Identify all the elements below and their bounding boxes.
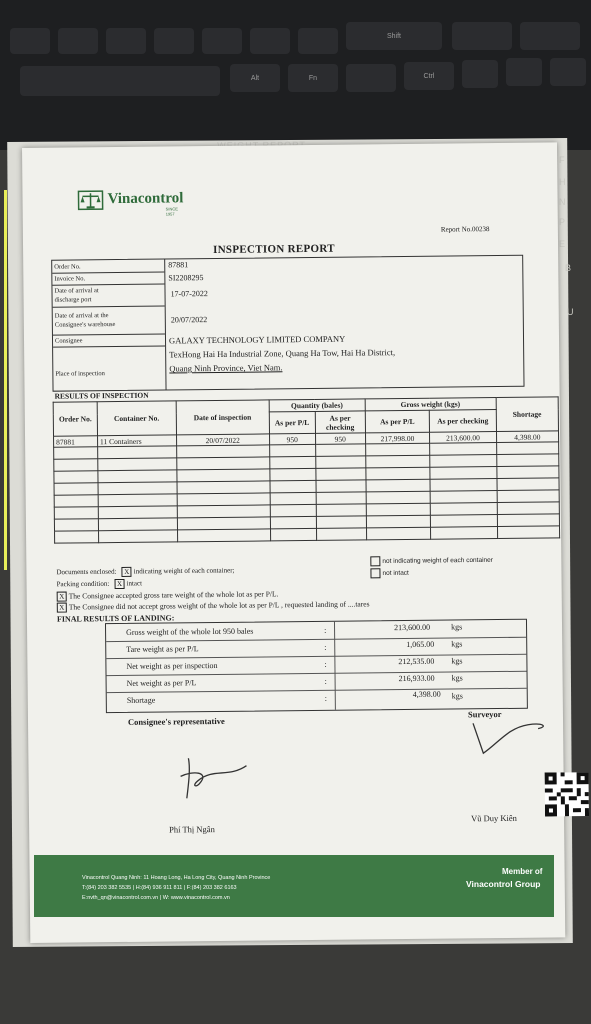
company-name: Vinacontrol — [107, 190, 184, 208]
accepted-text: The Consignee accepted gross tare weight of the whole lot as per P/L. — [68, 589, 279, 601]
footer-address — [82, 875, 270, 881]
place-line-1: TexHong Hai Ha Industrial Zone, Quang Ha Tow, Hai Ha District, — [169, 347, 396, 360]
keyboard-key — [154, 28, 194, 54]
footer-member-of: Member of — [502, 867, 543, 876]
final-net-inspection-label: Net weight as per inspection — [126, 660, 218, 671]
colon: : — [324, 676, 327, 686]
cell-container: 11 Containers — [97, 435, 176, 447]
checkbox-not-intact — [370, 568, 380, 578]
not-intact-row — [370, 568, 408, 578]
arrow-down-key — [506, 58, 542, 86]
footer-email: E:nvth_qn@vinacontrol.com.vn | W: www.vinacontrol.com.vn — [82, 895, 230, 901]
arrival-port-label-2: discharge port — [54, 296, 92, 304]
company-footer — [34, 855, 554, 917]
checkbox-not-indicating — [370, 556, 380, 566]
cell-qty-pl: 950 — [269, 433, 315, 444]
side-letter: E — [559, 239, 566, 249]
report-number: Report No.00238 — [440, 225, 490, 234]
consignee-value: GALAXY TECHNOLOGY LIMITED COMPANY — [168, 333, 346, 346]
invoice-value: SI2208295 — [168, 273, 204, 283]
checkbox-accepted: X — [57, 592, 67, 602]
final-results-title: FINAL RESULTS OF LANDING: — [56, 613, 175, 624]
option-not-indicating: not indicating weight of each container — [382, 556, 493, 565]
keyboard-background — [0, 0, 591, 150]
side-letter: H — [559, 177, 566, 187]
info-box — [51, 255, 524, 392]
shift-key-label: Shift — [386, 32, 401, 40]
final-net-inspection-value: 212,535.00 — [398, 656, 435, 667]
keyboard-key — [520, 22, 580, 50]
invoice-label: Invoice No. — [54, 275, 86, 283]
col-gross-pl-header: As per P/L — [365, 410, 430, 433]
not-accepted-row — [57, 599, 370, 613]
option-not-intact: not intact — [382, 569, 409, 577]
cell-gross-check: 213,600.00 — [430, 432, 497, 444]
side-letter: U — [567, 307, 574, 317]
colon: : — [324, 693, 328, 703]
results-table — [53, 396, 560, 543]
side-letter: P — [559, 217, 566, 227]
consignee-signature-icon — [168, 748, 259, 809]
footer-address-text: Vinacontrol Quang Ninh: 11 Hoang Long, Ha Long City, Quang Ninh Province — [82, 875, 271, 881]
packing-label: Packing condition: — [56, 579, 110, 589]
col-gross-check-header: As per checking — [429, 410, 496, 433]
qr-code-icon — [545, 772, 589, 816]
option-intact: intact — [126, 579, 143, 588]
arrival-port-label: Date of arrival at — [54, 287, 99, 295]
not-indicating-row — [370, 555, 493, 566]
footer-phone: T:(84) 203 382 5535 | H:(84) 936 911 811 | F:(84) 203 382 6163 — [82, 885, 237, 891]
footer-group-name: Vinacontrol Group — [466, 879, 541, 889]
not-accepted-text: The Consignee did not accept gross weight of the whole lot as per P/L , requested landing of ....tares — [68, 599, 370, 612]
documents-enclosed-label: Documents enclosed: — [56, 567, 117, 577]
col-shortage-header: Shortage — [496, 397, 559, 432]
fn-key — [288, 64, 338, 92]
col-gross-header: Gross weight (kgs) — [365, 398, 496, 411]
place-line-2: Quang Ninh Province, Viet Nam. — [169, 362, 283, 374]
final-tare-label: Tare weight as per P/L — [126, 644, 199, 654]
checkbox-indicating-weight: X — [122, 567, 132, 577]
checkbox-intact: X — [114, 579, 124, 589]
menu-key — [346, 64, 396, 92]
company-tagline: SINCE 1957 — [165, 206, 178, 217]
cell-qty-check: 950 — [315, 433, 365, 445]
col-date-header: Date of inspection — [176, 400, 269, 435]
final-shortage-value: 4,398.00 — [412, 689, 441, 699]
final-tare-value: 1,065.00 — [406, 639, 435, 650]
col-qty-check-header: As per checking — [315, 411, 365, 434]
final-gross-unit: kgs — [450, 622, 463, 632]
keyboard-key — [298, 28, 338, 54]
ctrl-key-label: Ctrl — [423, 72, 435, 80]
cell-date: 20/07/2022 — [176, 434, 269, 446]
cell-gross-pl: 217,998.00 — [365, 432, 430, 444]
keyboard-key — [452, 22, 512, 50]
yellow-edge — [4, 190, 7, 570]
side-letter: B — [565, 263, 572, 273]
final-gross-label: Gross weight of the whole lot 950 bales — [126, 626, 254, 637]
keyboard-key — [106, 28, 146, 54]
order-no-label: Order No. — [54, 263, 81, 271]
documents-enclosed-row — [56, 566, 234, 578]
fn-key-label: Fn — [308, 74, 318, 82]
final-net-pl-label: Net weight as per P/L — [126, 678, 197, 688]
arrow-right-key — [550, 58, 586, 86]
colon: : — [324, 642, 327, 652]
side-letters — [555, 155, 591, 355]
arrow-left-key — [462, 60, 498, 88]
company-logo — [77, 189, 184, 217]
col-quantity-header: Quantity (bales) — [269, 399, 365, 412]
place-label: Place of inspection — [55, 370, 105, 378]
arrival-warehouse-date: 20/07/2022 — [170, 315, 208, 325]
final-gross-value: 213,600.00 — [393, 622, 431, 633]
cell-shortage: 4,398.00 — [496, 431, 559, 443]
keyboard-key — [58, 28, 98, 54]
side-letter: F — [559, 155, 565, 165]
consignee-rep-name: Phí Thị Ngân — [169, 824, 215, 835]
inspection-report-page — [22, 142, 565, 943]
final-net-pl-value: 216,933.00 — [398, 673, 435, 684]
surveyor-name: Vũ Duy Kiên — [470, 812, 517, 824]
arrival-port-date: 17-07-2022 — [170, 289, 208, 299]
keyboard-key — [20, 66, 220, 96]
col-order-header: Order No. — [53, 402, 97, 436]
col-container-header: Container No. — [97, 401, 176, 436]
scales-logo-icon — [77, 189, 103, 211]
final-net-pl-unit: kgs — [451, 673, 463, 683]
packing-row — [57, 579, 143, 590]
consignee-label: Consignee — [54, 337, 83, 345]
final-net-inspection-unit: kgs — [451, 656, 463, 666]
arrival-warehouse-label-2: Consignee's warehouse — [54, 321, 116, 329]
final-shortage-label: Shortage — [126, 695, 156, 705]
side-letter: N — [559, 197, 566, 207]
checkbox-not-accepted: X — [57, 603, 67, 613]
surveyor-title: Surveyor — [467, 709, 502, 720]
keyboard-key — [10, 28, 50, 54]
colon: : — [324, 625, 327, 635]
shift-key — [346, 22, 442, 50]
ctrl-key — [404, 62, 454, 90]
surveyor-signature-icon — [468, 712, 559, 763]
alt-key-label: Alt — [250, 74, 260, 82]
order-no-value: 87881 — [168, 260, 189, 270]
keyboard-key — [250, 28, 290, 54]
final-tare-unit: kgs — [451, 639, 463, 649]
final-shortage-unit: kgs — [451, 691, 463, 701]
cell-order: 87881 — [54, 436, 98, 447]
report-title: INSPECTION REPORT — [213, 242, 335, 257]
results-section-title: RESULTS OF INSPECTION — [54, 390, 149, 401]
final-results-box — [105, 619, 528, 713]
col-qty-pl-header: As per P/L — [269, 411, 315, 433]
arrival-warehouse-label: Date of arrival at the — [54, 312, 109, 320]
colon: : — [324, 659, 327, 669]
option-indicating-weight: indicating weight of each container; — [133, 566, 235, 576]
consignee-rep-title: Consignee's representative — [127, 715, 225, 727]
alt-key — [230, 64, 280, 92]
keyboard-key — [202, 28, 242, 54]
